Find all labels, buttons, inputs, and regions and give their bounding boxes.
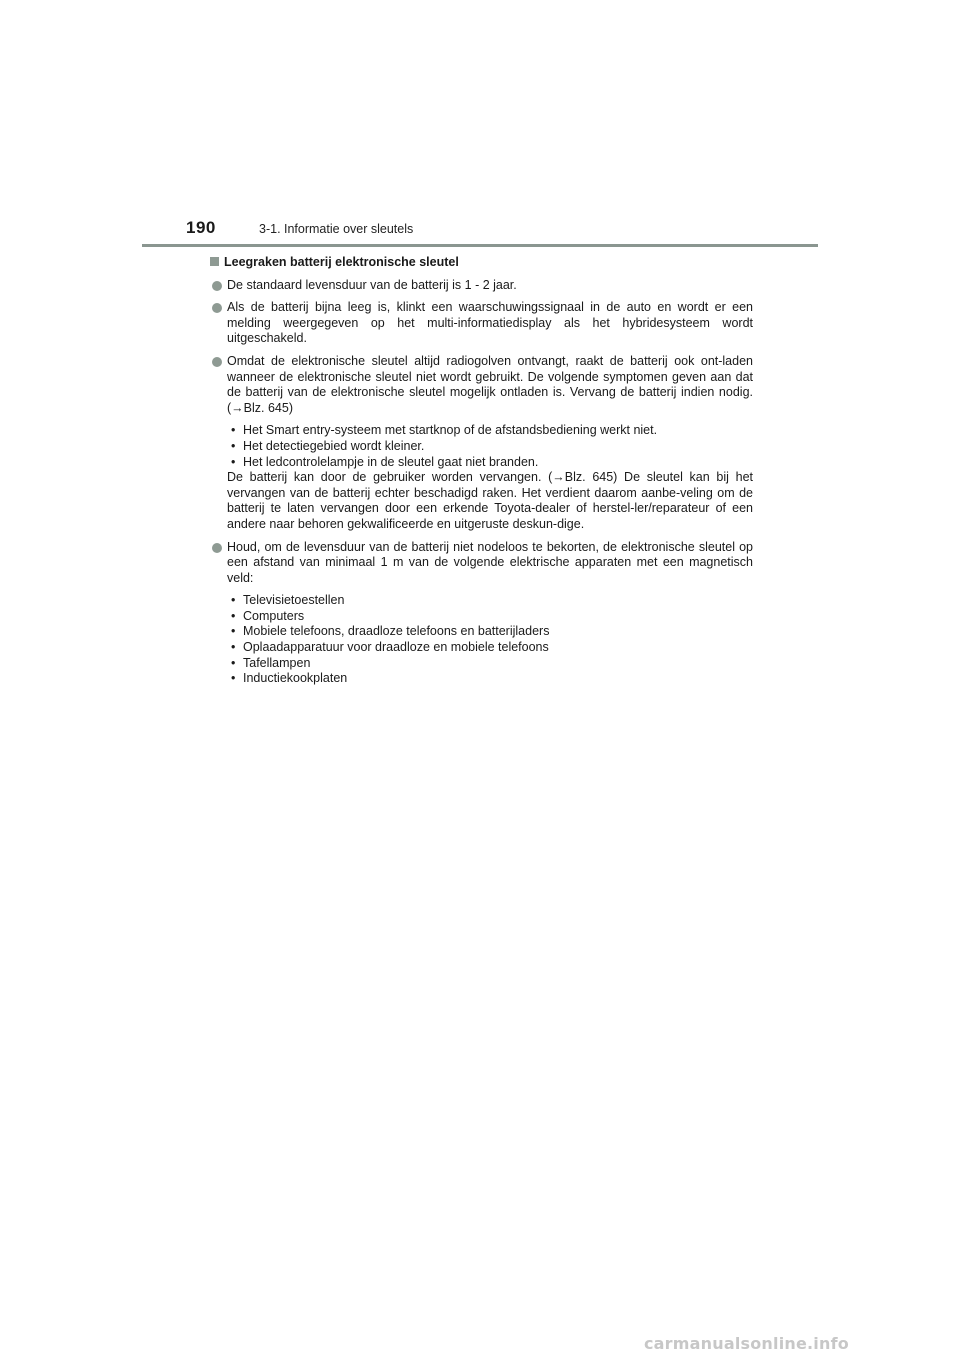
- list-item: • Het Smart entry-systeem met startknop of de afstandsbediening werkt niet.: [231, 423, 658, 438]
- paragraph: De standaard levensduur van de batterij is 1 - 2 jaar.: [227, 277, 517, 292]
- section-heading: [210, 255, 753, 271]
- symptom-list: [227, 423, 753, 470]
- page-content: [210, 255, 753, 694]
- section-heading-text: Leegraken batterij elektronische sleutel: [224, 255, 459, 269]
- section-title: 3-1. Informatie over sleutels: [259, 222, 414, 236]
- device-list: [227, 593, 753, 687]
- square-bullet-icon: [210, 257, 219, 266]
- list-item: • Computers: [231, 608, 305, 623]
- list-item: • Televisietoestellen: [231, 593, 345, 608]
- paragraph: De batterij kan door de gebruiker worden vervangen. (→Blz. 645) De sleutel kan bij het vervangen van de batterij echter beschadigd raken. Het verdient daarom aanbe-veling om de batterij te laten vervangen door een erkende Toyota-dealer of herstel-ler/reparateur of een andere naar behoren gekwalificeerde en uitgeruste deskun-dige.: [227, 470, 753, 531]
- watermark[interactable]: carmanualsonline.info: [644, 1334, 849, 1353]
- paragraph: Omdat de elektronische sleutel altijd radiogolven ontvangt, raakt de batterij ook ont-laden wanneer de elektronische sleutel niet wordt gebruikt. De volgende symptomen geven aan dat de batterij van de elektronische sleutel mogelijk ontladen is. Vervang de batterij indien nodig. (→Blz. 645): [227, 353, 753, 415]
- list-item: • Het detectiegebied wordt kleiner.: [231, 438, 425, 453]
- list-item: • Mobiele telefoons, draadloze telefoons en batterijladers: [231, 624, 550, 639]
- header-rule: [142, 244, 818, 247]
- circle-bullet-icon: [212, 543, 222, 553]
- paragraph: Als de batterij bijna leeg is, klinkt een waarschuwingssignaal in de auto en wordt er een melding weergegeven op het multi-informatiedisplay als het hybridesysteem wordt uitgeschakeld.: [227, 300, 753, 346]
- paragraph: Houd, om de levensduur van de batterij niet nodeloos te bekorten, de elektronische sleutel op een afstand van minimaal 1 m van de volgende elektrische apparaten met een magnetisch veld:: [227, 539, 753, 585]
- list-item: • Oplaadapparatuur voor draadloze en mobiele telefoons: [231, 640, 549, 655]
- list-item: • Tafellampen: [231, 655, 311, 670]
- bullet-point: [210, 540, 753, 687]
- circle-bullet-icon: [212, 303, 222, 313]
- page-number: 190: [186, 218, 216, 237]
- list-item: • Inductiekookplaten: [231, 671, 348, 686]
- list-item: • Het ledcontrolelampje in de sleutel gaat niet branden.: [231, 454, 539, 469]
- circle-bullet-icon: [212, 357, 222, 367]
- bullet-point: [210, 300, 753, 347]
- circle-bullet-icon: [212, 281, 222, 291]
- bullet-point: [210, 278, 753, 294]
- bullet-point: [210, 354, 753, 533]
